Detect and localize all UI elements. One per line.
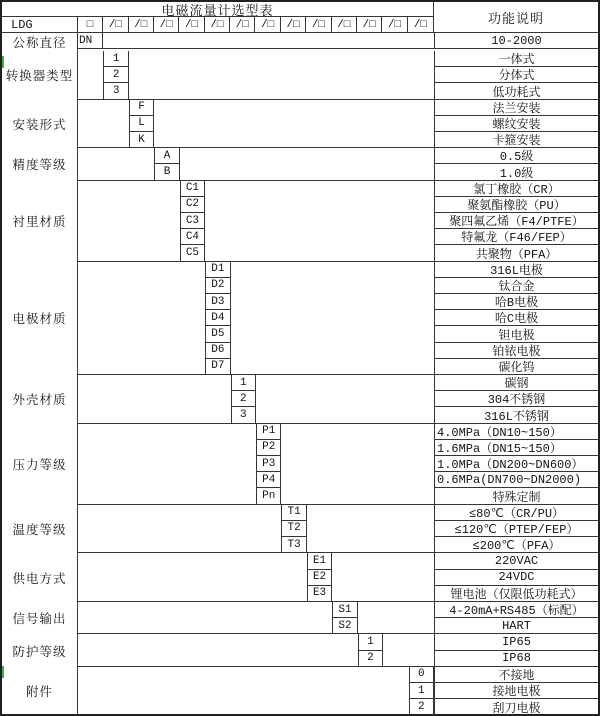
option-row [78, 213, 598, 229]
indent-spacer [78, 245, 180, 260]
indent-spacer [78, 229, 180, 245]
option-code: P3 [256, 456, 281, 472]
model-code-box: /□ [154, 17, 179, 32]
option-description: IP65 [434, 634, 598, 650]
option-code: P2 [256, 440, 281, 456]
option-description: 钽电极 [434, 326, 598, 342]
header-left [2, 2, 434, 32]
indent-spacer [78, 213, 180, 229]
option-row [78, 391, 598, 407]
option-description: 24VDC [434, 570, 598, 586]
option-row [78, 586, 598, 602]
indent-spacer [78, 424, 256, 440]
indent-spacer [78, 618, 332, 633]
indent-spacer [78, 132, 129, 147]
option-row [78, 33, 598, 49]
option-code: 0 [409, 667, 434, 683]
option-code: B [154, 164, 179, 179]
model-code-box: /□ [129, 17, 154, 32]
option-row [78, 456, 598, 472]
section-label: 精度等级 [2, 148, 78, 180]
option-row [78, 310, 598, 326]
option-description: IP68 [434, 651, 598, 666]
option-description: 哈B电极 [434, 294, 598, 310]
option-row [78, 67, 598, 83]
section-label: 供电方式 [2, 553, 78, 602]
option-code: 1 [103, 51, 128, 67]
option-description: 1.0MPa（DN200~DN600） [434, 456, 598, 472]
option-description: 220VAC [434, 553, 598, 569]
indent-spacer [78, 116, 129, 132]
indent-spacer [78, 537, 281, 552]
option-row [78, 537, 598, 553]
scan-artifact [2, 56, 4, 68]
option-row [78, 472, 598, 488]
option-code: E1 [307, 553, 332, 569]
option-code: L [129, 116, 154, 132]
option-code: C1 [180, 181, 205, 197]
option-description: 10-2000 [434, 33, 598, 48]
section-label: 防护等级 [2, 634, 78, 666]
option-description: 哈C电极 [434, 310, 598, 326]
indent-spacer [78, 456, 256, 472]
option-description: 1.0级 [434, 164, 598, 179]
section-label: 信号输出 [2, 602, 78, 634]
indent-spacer [78, 667, 409, 683]
option-description: 304不锈钢 [434, 391, 598, 407]
section-rows [78, 634, 598, 666]
option-row [78, 505, 598, 521]
section-4 [2, 181, 598, 262]
option-description: 低功耗式 [434, 83, 598, 98]
option-description: HART [434, 618, 598, 633]
option-description: 碳钢 [434, 375, 598, 391]
section-rows [78, 505, 598, 554]
option-code: 1 [231, 375, 256, 391]
option-row [78, 407, 598, 423]
option-description: 316L不锈钢 [434, 407, 598, 422]
model-code-box: /□ [382, 17, 407, 32]
indent-spacer [78, 505, 281, 521]
option-code: C4 [180, 229, 205, 245]
section-rows [78, 51, 598, 100]
section-label: 公称直径 [2, 33, 78, 51]
option-description: 4.0MPa（DN10~150） [434, 424, 598, 440]
option-row [78, 375, 598, 391]
section-3 [2, 148, 598, 180]
indent-spacer [78, 294, 205, 310]
option-row [78, 634, 598, 650]
indent-spacer [78, 359, 205, 374]
option-row [78, 343, 598, 359]
section-label: 电极材质 [2, 262, 78, 375]
option-description: 刮刀电极 [434, 699, 598, 715]
option-description: 共聚物（PFA） [434, 245, 598, 260]
indent-spacer [78, 521, 281, 537]
option-row [78, 100, 598, 116]
indent-spacer [78, 326, 205, 342]
section-label: 压力等级 [2, 424, 78, 505]
option-code: S2 [332, 618, 357, 633]
indent-spacer [78, 100, 129, 116]
option-code: D5 [205, 326, 230, 342]
option-code: A [154, 148, 179, 164]
option-row [78, 148, 598, 164]
option-description: 1.6MPa（DN15~150） [434, 440, 598, 456]
option-description: 锂电池（仅限低功耗式） [434, 586, 598, 601]
option-code: D1 [205, 262, 230, 278]
option-code: 2 [358, 651, 383, 666]
option-row [78, 294, 598, 310]
section-rows [78, 148, 598, 180]
section-7 [2, 424, 598, 505]
section-label: 转换器类型 [2, 51, 78, 100]
option-description: 分体式 [434, 67, 598, 83]
option-code: T3 [281, 537, 306, 552]
indent-spacer [78, 683, 409, 699]
option-code: S1 [332, 602, 357, 618]
option-description: 0.6MPa(DN700~DN2000) [434, 472, 598, 488]
indent-spacer [78, 391, 231, 407]
option-code: 1 [358, 634, 383, 650]
section-rows [78, 375, 598, 424]
indent-spacer [78, 262, 205, 278]
option-description: 卡箍安装 [434, 132, 598, 147]
option-row [78, 424, 598, 440]
section-rows [78, 100, 598, 149]
option-row [78, 326, 598, 342]
section-5 [2, 262, 598, 375]
section-label: 外壳材质 [2, 375, 78, 424]
option-row [78, 683, 598, 699]
option-description: 4-20mA+RS485（标配） [434, 602, 598, 618]
indent-spacer [78, 586, 307, 601]
option-description: 316L电极 [434, 262, 598, 278]
model-code-box: /□ [230, 17, 255, 32]
section-rows [78, 667, 598, 716]
option-row [78, 51, 598, 67]
option-row [78, 83, 598, 99]
option-description: ≤80℃（CR/PU） [434, 505, 598, 521]
indent-spacer [78, 310, 205, 326]
option-description: 钛合金 [434, 278, 598, 294]
section-1 [2, 51, 598, 100]
model-code-box: □ [78, 17, 103, 32]
section-rows [78, 553, 598, 602]
option-description: 聚四氟乙烯（F4/PTFE） [434, 213, 598, 229]
section-9 [2, 553, 598, 602]
option-row [78, 181, 598, 197]
option-description: 特殊定制 [434, 488, 598, 503]
indent-spacer [78, 602, 332, 618]
indent-spacer [78, 375, 231, 391]
option-code: 1 [409, 683, 434, 699]
option-row [78, 164, 598, 180]
option-code: Pn [256, 488, 281, 503]
option-code: DN [78, 33, 103, 48]
indent-spacer [78, 407, 231, 422]
option-code: D2 [205, 278, 230, 294]
option-description: 特氟龙（F46/FEP） [434, 229, 598, 245]
section-0 [2, 33, 598, 51]
section-rows [78, 602, 598, 634]
option-code: 2 [103, 67, 128, 83]
section-label: 附件 [2, 667, 78, 716]
model-code-box: /□ [357, 17, 382, 32]
indent-spacer [78, 51, 103, 67]
indent-spacer [78, 440, 256, 456]
option-code: C2 [180, 197, 205, 213]
option-row [78, 245, 598, 261]
option-row [78, 699, 598, 715]
section-11 [2, 634, 598, 666]
option-description: 聚氨酯橡胶（PU） [434, 197, 598, 213]
option-description: 接地电极 [434, 683, 598, 699]
section-rows [78, 181, 598, 262]
option-row [78, 651, 598, 667]
option-code: P4 [256, 472, 281, 488]
option-code: F [129, 100, 154, 116]
option-description: 碳化钨 [434, 359, 598, 374]
indent-spacer [78, 634, 358, 650]
option-row [78, 197, 598, 213]
option-description: 不接地 [434, 667, 598, 683]
option-row [78, 440, 598, 456]
section-rows [78, 262, 598, 375]
option-code: 2 [409, 699, 434, 715]
indent-spacer [78, 553, 307, 569]
option-code: T2 [281, 521, 306, 537]
option-description: ≤200℃（PFA） [434, 537, 598, 552]
section-12 [2, 667, 598, 716]
model-code-box: /□ [103, 17, 128, 32]
indent-spacer [78, 570, 307, 586]
option-row [78, 570, 598, 586]
section-label: 安装形式 [2, 100, 78, 149]
option-row [78, 116, 598, 132]
option-description: ≤120℃（PTEP/FEP） [434, 521, 598, 537]
option-description: 一体式 [434, 51, 598, 67]
indent-spacer [78, 67, 103, 83]
indent-spacer [78, 197, 180, 213]
table-header [2, 2, 598, 33]
option-code: D3 [205, 294, 230, 310]
option-row [78, 359, 598, 375]
option-code: K [129, 132, 154, 147]
indent-spacer [78, 699, 409, 715]
option-row [78, 618, 598, 634]
option-description: 螺纹安装 [434, 116, 598, 132]
option-code: 3 [103, 83, 128, 98]
scan-artifact [2, 666, 4, 678]
option-row [78, 521, 598, 537]
option-code: C5 [180, 245, 205, 260]
option-code: T1 [281, 505, 306, 521]
model-code-row [2, 17, 433, 32]
model-code-box: /□ [205, 17, 230, 32]
option-code: E3 [307, 586, 332, 601]
option-row [78, 488, 598, 504]
indent-spacer [78, 651, 358, 666]
option-code: E2 [307, 570, 332, 586]
section-list [2, 33, 598, 715]
model-code-box: /□ [332, 17, 357, 32]
option-row [78, 553, 598, 569]
option-description: 铂铱电极 [434, 343, 598, 359]
indent-spacer [78, 164, 154, 179]
option-code: C3 [180, 213, 205, 229]
indent-spacer [78, 343, 205, 359]
model-code-box: /□ [281, 17, 306, 32]
indent-spacer [78, 488, 256, 503]
table-title: 电磁流量计选型表 [2, 2, 433, 17]
option-code: P1 [256, 424, 281, 440]
section-6 [2, 375, 598, 424]
indent-spacer [78, 148, 154, 164]
option-description: 0.5级 [434, 148, 598, 164]
section-2 [2, 100, 598, 149]
model-prefix: LDG [2, 17, 78, 32]
option-row [78, 278, 598, 294]
option-description: 氯丁橡胶（CR） [434, 181, 598, 197]
model-code-box: /□ [179, 17, 204, 32]
function-column-header: 功能说明 [487, 10, 544, 26]
model-code-box: /□ [306, 17, 331, 32]
indent-spacer [78, 472, 256, 488]
option-code: D7 [205, 359, 230, 374]
option-row [78, 602, 598, 618]
section-label: 衬里材质 [2, 181, 78, 262]
option-code: D6 [205, 343, 230, 359]
option-row [78, 262, 598, 278]
option-description: 法兰安装 [434, 100, 598, 116]
model-code-box: /□ [255, 17, 280, 32]
section-10 [2, 602, 598, 634]
model-code-box: /□ [413, 18, 428, 31]
option-code: D4 [205, 310, 230, 326]
option-code: 3 [231, 407, 256, 422]
section-rows [78, 424, 598, 505]
section-label: 温度等级 [2, 505, 78, 554]
option-row [78, 229, 598, 245]
indent-spacer [78, 181, 180, 197]
option-code: 2 [231, 391, 256, 407]
indent-spacer [78, 83, 103, 98]
option-row [78, 132, 598, 148]
indent-spacer [78, 278, 205, 294]
section-8 [2, 505, 598, 554]
section-rows [78, 33, 598, 51]
option-row [78, 667, 598, 683]
